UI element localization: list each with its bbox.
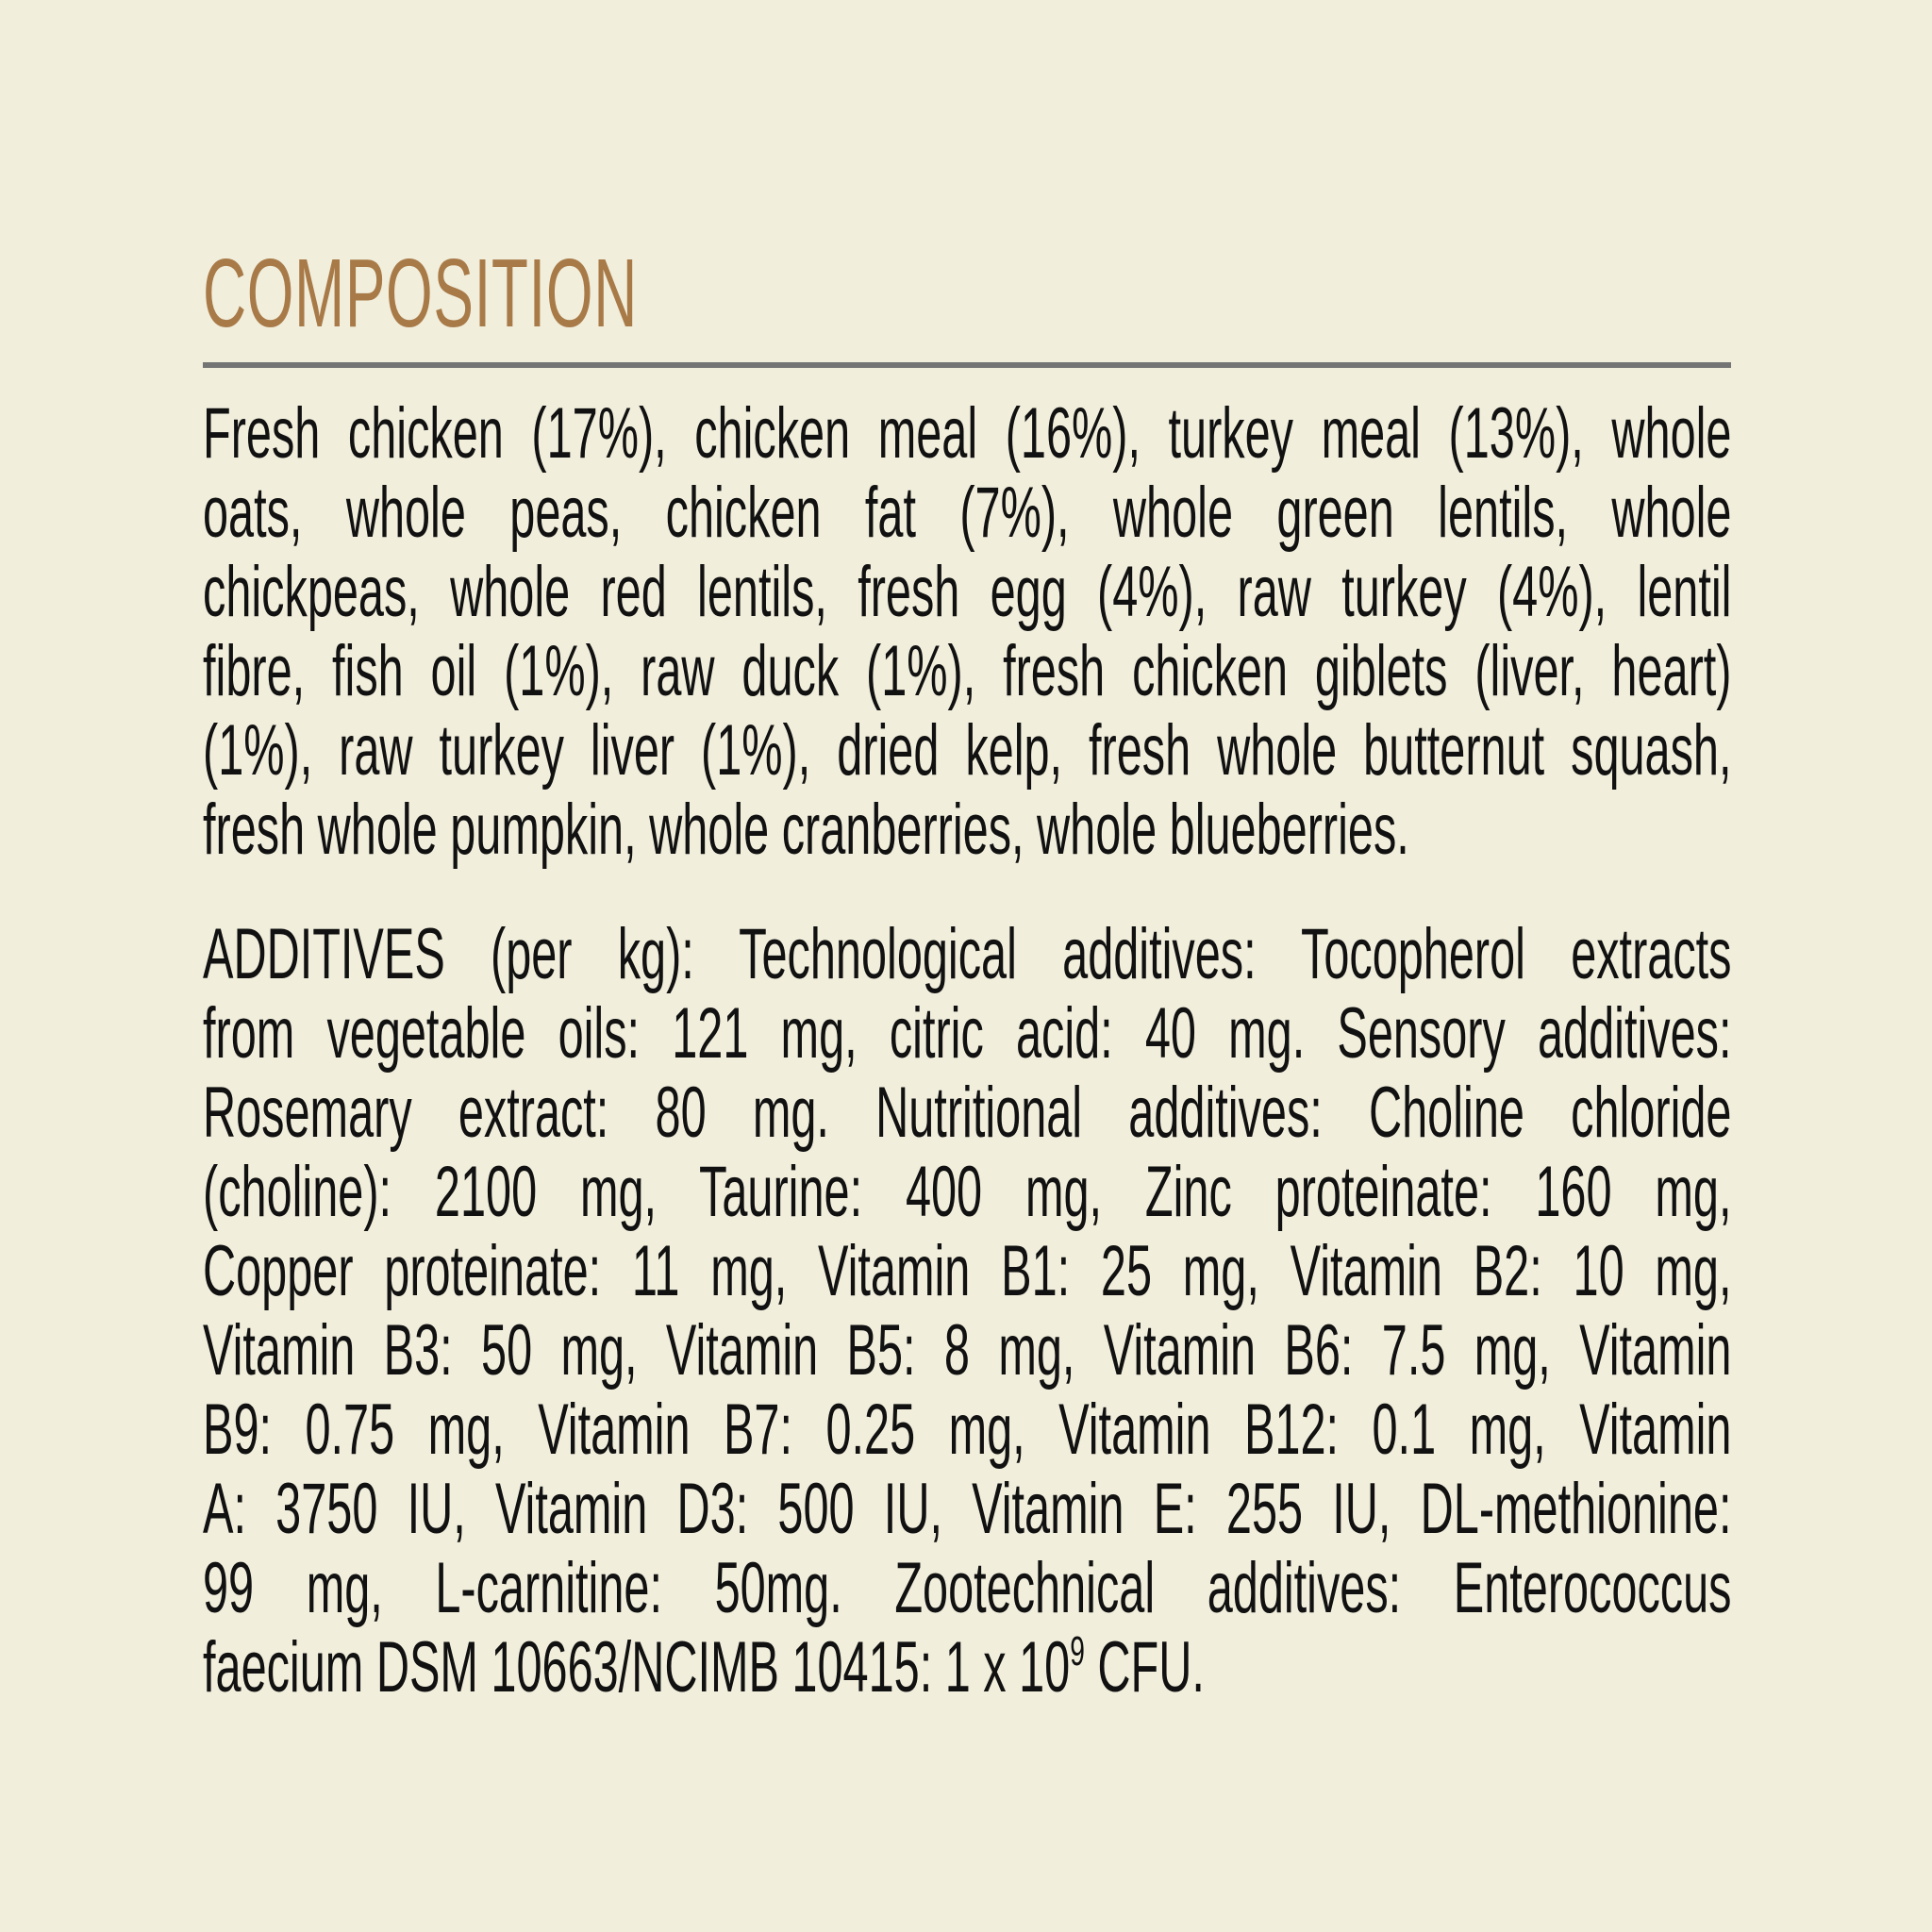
additives-line: [203, 1074, 1731, 1153]
cfu-prefix: faecium DSM 10663/NCIMB 10415: 1 x 10: [203, 1627, 1071, 1707]
additives-line: [203, 994, 1731, 1074]
composition-heading: COMPOSITION: [203, 239, 638, 347]
additives-line-last: [203, 1628, 1731, 1707]
additives-line-text: 99 mg, L-carnitine: 50mg. Zootechnical additives: Enterococcus: [203, 1548, 1732, 1628]
ingredients-line-text: fibre, fish oil (1%), raw duck (1%), fresh chicken giblets (liver, heart): [203, 631, 1732, 711]
ingredients-line: [203, 394, 1731, 474]
ingredients-line-text: Fresh chicken (17%), chicken meal (16%), turkey meal (13%), whole: [203, 393, 1732, 474]
additives-line-text: (choline): 2100 mg, Taurine: 400 mg, Zinc proteinate: 160 mg,: [203, 1152, 1732, 1232]
additives-line: [203, 1153, 1731, 1232]
ingredients-line-text: chickpeas, whole red lentils, fresh egg (4%), raw turkey (4%), lentil: [203, 552, 1732, 632]
heading-container: [203, 239, 1731, 347]
additives-line-text: from vegetable oils: 121 mg, citric acid: 40 mg. Sensory additives:: [203, 993, 1732, 1074]
additives-line: [203, 1470, 1731, 1549]
ingredients-line-text: fresh whole pumpkin, whole cranberries, whole blueberries.: [203, 790, 1409, 870]
additives-line: [203, 1391, 1731, 1470]
additives-line-text: Vitamin B3: 50 mg, Vitamin B5: 8 mg, Vitamin B6: 7.5 mg, Vitamin: [203, 1310, 1732, 1391]
heading-divider: [203, 362, 1731, 368]
ingredients-line: [203, 711, 1731, 791]
additives-line-text: ADDITIVES (per kg): Technological additives: Tocopherol extracts: [203, 914, 1732, 994]
additives-line: [203, 1549, 1731, 1628]
additives-line: [203, 1311, 1731, 1391]
ingredients-line: [203, 632, 1731, 711]
additives-line-text: B9: 0.75 mg, Vitamin B7: 0.25 mg, Vitamin B12: 0.1 mg, Vitamin: [203, 1390, 1732, 1470]
cfu-suffix: CFU.: [1084, 1627, 1205, 1707]
ingredients-paragraph: [203, 394, 1731, 870]
additives-line: [203, 1232, 1731, 1311]
additives-line-text: A: 3750 IU, Vitamin D3: 500 IU, Vitamin E: 255 IU, DL-methionine:: [203, 1469, 1732, 1549]
composition-panel: [203, 0, 1731, 1932]
ingredients-line: [203, 474, 1731, 553]
ingredients-line-text: (1%), raw turkey liver (1%), dried kelp, fresh whole butternut squash,: [203, 710, 1732, 791]
additives-line-text: Copper proteinate: 11 mg, Vitamin B1: 25 mg, Vitamin B2: 10 mg,: [203, 1231, 1732, 1311]
additives-line-text: [203, 1628, 1731, 1707]
additives-line: [203, 915, 1731, 994]
additives-paragraph: [203, 915, 1731, 1707]
ingredients-line: [203, 791, 1731, 870]
additives-line-text: Rosemary extract: 80 mg. Nutritional additives: Choline chloride: [203, 1073, 1732, 1153]
cfu-exponent: 9: [1070, 1628, 1085, 1674]
ingredients-line-text: oats, whole peas, chicken fat (7%), whole green lentils, whole: [203, 473, 1732, 553]
ingredients-line: [203, 553, 1731, 632]
